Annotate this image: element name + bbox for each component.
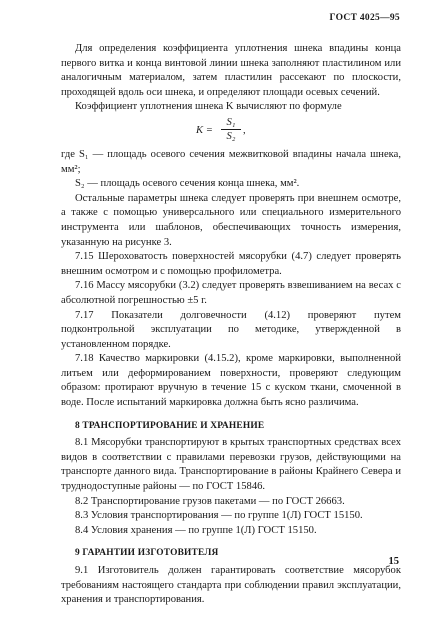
paragraph-8-4: 8.4 Условия хранения — по группе 1(Л) ГОСТ 15150.: [75, 524, 317, 536]
paragraph-8-1: 8.1 Мясорубки транспортируют в крытых транспортных средствах всех видов в соответствии с правилами перевозки грузов, действующими на транспорте данного вида. Транспортирование в районы Крайнего Севера и труднодоступные районы — по ГОСТ 15846.: [61, 437, 401, 493]
compaction-formula: [61, 116, 401, 146]
paragraph-7-15: 7.15 Шероховатость поверхностей мясорубки (4.7) следует проверять внешним осмотром и с помощью профилометра.: [61, 251, 401, 277]
formula-denominator: S₂: [226, 130, 236, 142]
document-body: [61, 42, 401, 608]
section-8-title: 8 ТРАНСПОРТИРОВАНИЕ И ХРАНЕНИЕ: [75, 420, 265, 431]
paragraph-7-16: 7.16 Массу мясорубки (3.2) следует проверять взвешиванием на весах с абсолютной погрешностью ±5 г.: [61, 280, 401, 306]
section-9-title: 9 ГАРАНТИИ ИЗГОТОВИТЕЛЯ: [75, 548, 219, 559]
formula-numerator: S₁: [221, 116, 241, 130]
paragraph-8-2: 8.2 Транспортирование грузов пакетами — по ГОСТ 26663.: [75, 495, 345, 507]
paragraph-7-17: 7.17 Показатели долговечности (4.12) проверяют путем подконтрольной эксплуатации по методике, утвержденной в установленном порядке.: [61, 309, 401, 350]
standard-header: ГОСТ 4025—95: [329, 13, 400, 23]
page-number: 15: [388, 556, 399, 567]
paragraph-formula-intro: Коэффициент уплотнения шнека K вычисляют по формуле: [75, 101, 342, 113]
formula-fraction: [221, 116, 241, 144]
paragraph-7-18: 7.18 Качество маркировки (4.15.2), кроме маркировки, выполненной литьем или деформированием поверхности, проверяют следующим образом: протирают вручную в течение 15 с куском ткани, смоченной в воде. После испытаний маркировка должна быть ясно различима.: [61, 353, 401, 409]
paragraph-other-parameters: Остальные параметры шнека следует проверять при внешнем осмотре, а также с помощью универсального или специального измерительного инструмента или шаблонов, обеспечивающих точность измерения, указанную на рисунке 3.: [61, 192, 401, 248]
formula-lhs: K =: [196, 124, 213, 136]
paragraph-8-3: 8.3 Условия транспортирования — по группе 1(Л) ГОСТ 15150.: [75, 510, 363, 522]
paragraph-s2-definition: S₂ — площадь осевого сечения конца шнека, мм².: [75, 178, 300, 190]
formula-comma: ,: [243, 124, 246, 136]
paragraph-compaction-method: Для определения коэффициента уплотнения шнека впадины конца первого витка и конца винтовой линии шнека заполняют пластилином или аналогичным материалом, затем пластилин рассекают по плоскости, проходящей вдоль оси шнека, и определяют площади осевых сечений.: [61, 43, 401, 98]
paragraph-s1-definition: где S₁ — площадь осевого сечения межвитковой впадины начала шнека, мм²;: [61, 148, 401, 175]
paragraph-9-1: 9.1 Изготовитель должен гарантировать соответствие мясорубок требованиям настоящего стандарта при соблюдении правил эксплуатации, хранения и транспортирования.: [61, 565, 401, 606]
